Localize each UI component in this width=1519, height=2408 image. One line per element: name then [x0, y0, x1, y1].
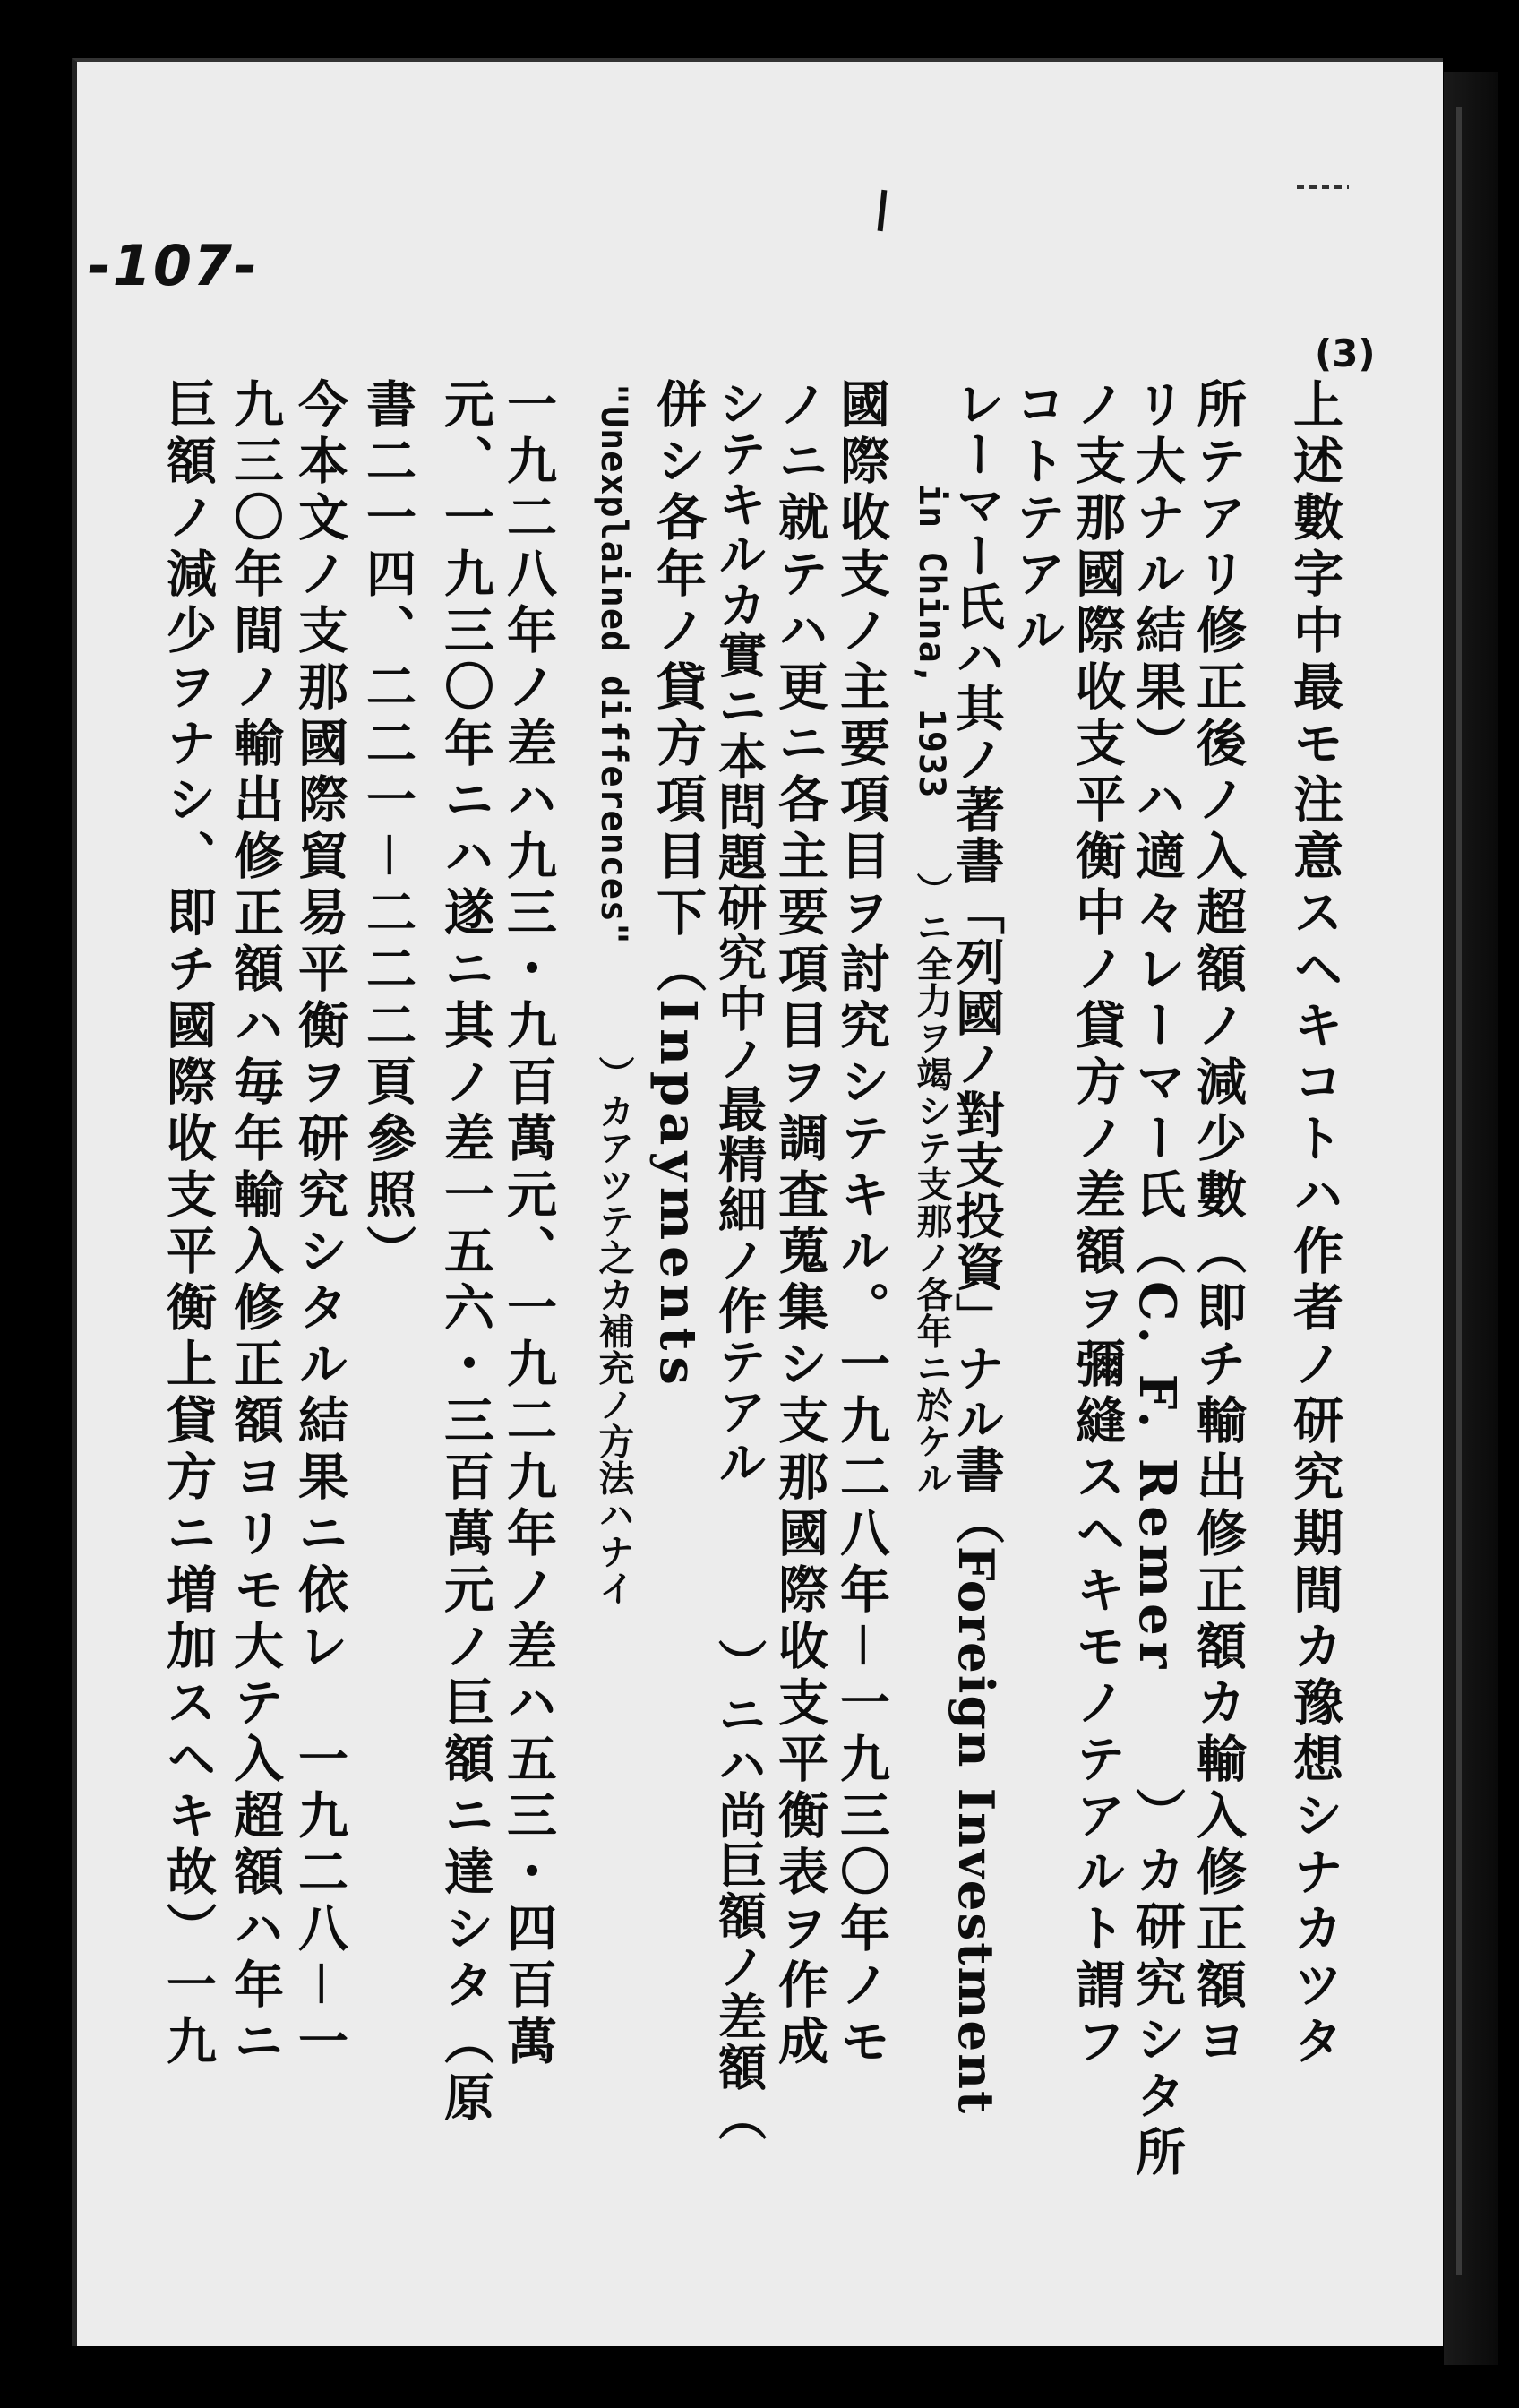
text-line-12: "Unexplained differences" ）カアツテ之カ補充ノ方法ハナイ [593, 383, 634, 1607]
text-line-9: ノニ就テハ更ニ各主要項目ヲ調査蒐集シ支那國際收支平衡表ヲ作成 [770, 378, 829, 2071]
text-line-17: 九三〇年間ノ輸出修正額ハ毎年輸入修正額ヨリモ大テ入超額ハ年ニ [226, 378, 285, 2071]
section-marker: (3) [1315, 331, 1376, 375]
text-line-13: 一九二八年ノ差ハ九三・九百萬元、一九二九年ノ差ハ五三・四百萬 [499, 378, 558, 2071]
text-line-1: 上述數字中最モ注意スヘキコトハ作者ノ研究期間カ豫想シナカツタ [1285, 378, 1344, 2071]
text-line-3: リ大ナル結果）ハ適々レーマー氏（C. F. Remer ）カ研究シタ所 [1128, 378, 1187, 2183]
corner-dots [1297, 185, 1349, 189]
text-line-15: 書二一四、二二一－二二二頁參照） [358, 378, 417, 1281]
text-line-18: 巨額ノ減少ヲナシ、即チ國際收支平衡上貸方ニ増加スヘキ故）一九 [159, 378, 218, 2071]
text-line-2: 所テアリ修正後ノ入超額ノ減少數（即チ輸出修正額カ輸入修正額ヨ [1189, 378, 1248, 2071]
page-number: -107- [88, 233, 259, 298]
text-line-4: ノ支那國際收支平衡中ノ貸方ノ差額ヲ彌縫スヘキモノテアルト謂フ [1068, 378, 1127, 2071]
text-line-8: 國際收支ノ主要項目ヲ討究シテキル。一九二八年－一九三〇年ノモ [832, 378, 891, 2071]
text-line-11: 併シ各年ノ貸方項目下（Inpayments [648, 378, 708, 1391]
text-line-14: 元、一九三〇年ニハ遂ニ其ノ差一五六・三百萬元ノ巨額ニ達シタ（原 [436, 378, 495, 2128]
text-line-16: 今本文ノ支那國際貿易平衡ヲ研究シタル結果ニ依レ 一九二八－一 [290, 378, 349, 2071]
text-line-10: シテキルカ實ニ本問題研究中ノ最精細ノ作テアル ）ニハ尚巨額ノ差額（ [710, 378, 768, 2144]
text-line-5: コトテアル [1008, 378, 1067, 660]
text-line-6: レーマー氏ハ其ノ著書「列國ノ對支投資」ナル書（Foreign Investment [948, 378, 1005, 2116]
binding-strip [1444, 72, 1498, 2365]
text-line-7: in China, 1933 ）ニ全力ヲ竭シテ支那ノ各年ニ於ケル [911, 484, 952, 1497]
